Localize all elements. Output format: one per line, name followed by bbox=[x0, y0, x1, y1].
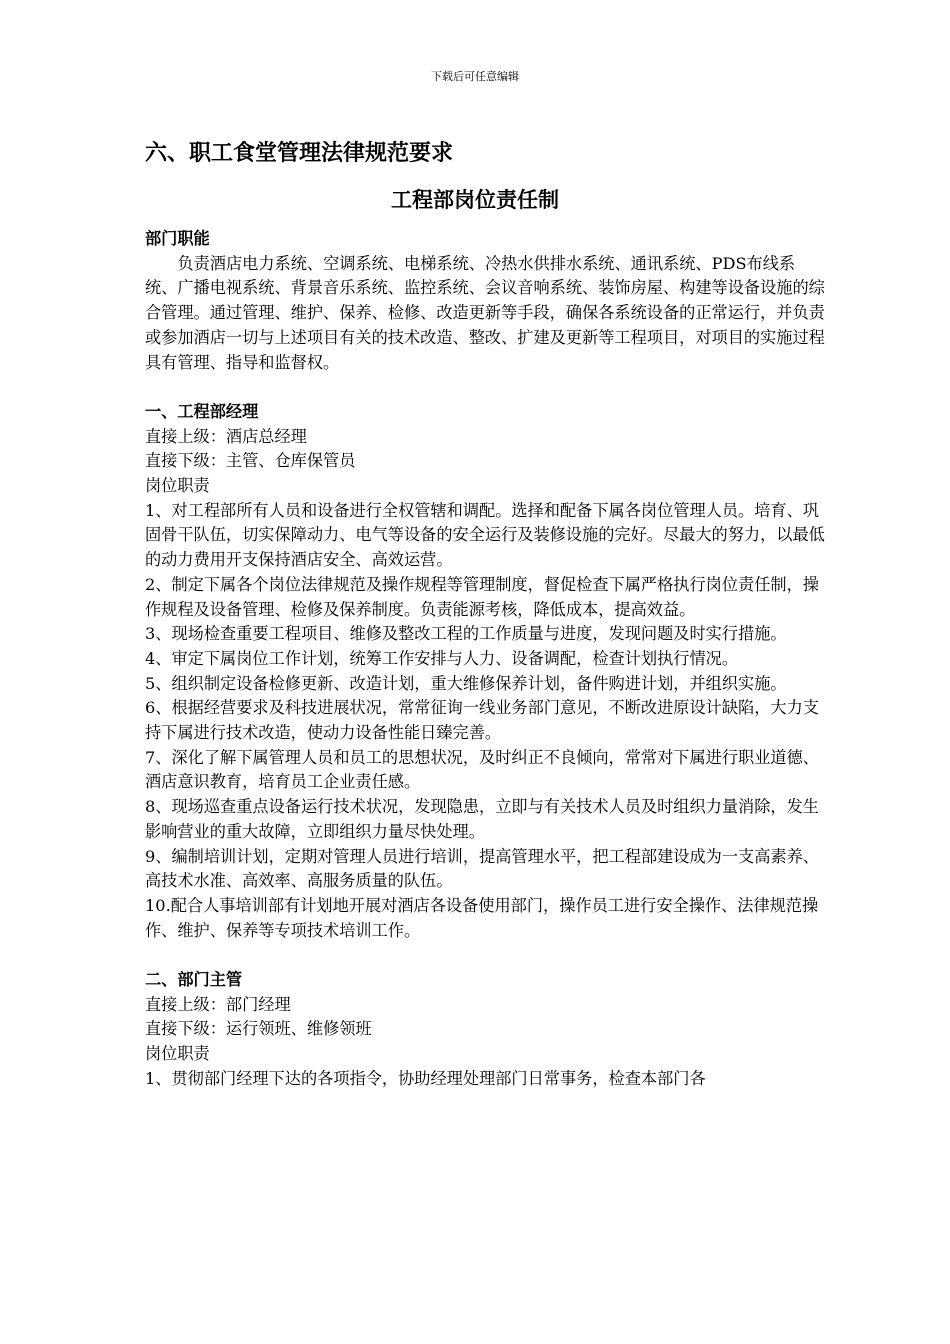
department-function-heading: 部门职能 bbox=[145, 229, 210, 248]
manager-duty-item: 2、制定下属各个岗位法律规范及操作规程等管理制度，督促检查下属严格执行岗位责任制，操作规程及设备管理、检修及保养制度。负责能源考核，降低成本，提高效益。 bbox=[145, 574, 819, 619]
manager-duty-item: 3、现场检查重要工程项目、维修及整改工程的工作质量与进度，发现问题及时实行措施。 bbox=[145, 624, 787, 644]
document-title: 工程部岗位责任制 bbox=[391, 187, 559, 212]
manager-duty-item: 7、深化了解下属管理人员和员工的思想状况，及时纠正不良倾向，常常对下属进行职业道德、酒店意识教育，培育员工企业责任感。 bbox=[145, 747, 819, 792]
manager-duty-item: 4、审定下属岗位工作计划，统筹工作安排与人力、设备调配，检查计划执行情况。 bbox=[145, 648, 739, 668]
manager-duty-item: 10.配合人事培训部有计划地开展对酒店各设备使用部门，操作员工进行安全操作、法律规范操作、维护、保养等专项技术培训工作。 bbox=[145, 895, 819, 940]
paragraph-spacer bbox=[145, 375, 825, 400]
supervisor-direct-subordinate: 直接下级：运行领班、维修领班 bbox=[145, 1019, 372, 1039]
manager-duty-item: 5、组织制定设备检修更新、改造计划，重大维修保养计划，备件购进计划，并组织实施。 bbox=[145, 673, 787, 693]
paragraph-spacer bbox=[145, 943, 825, 968]
chapter-title: 六、职工食堂管理法律规范要求 bbox=[145, 140, 454, 166]
manager-duty-item: 1、对工程部所有人员和设备进行全权管辖和调配。选择和配备下属各岗位管理人员。培育、巩固骨干队伍，切实保障动力、电气等设备的安全运行及装修设施的完好。尽最大的努力，以最低的动力费用开支保持酒店安全、高效运营。 bbox=[145, 500, 825, 570]
manager-duty-item: 9、编制培训计划，定期对管理人员进行培训，提高管理水平，把工程部建设成为一支高素养、高技术水准、高效率、高服务质量的队伍。 bbox=[145, 846, 819, 891]
manager-duty-item: 6、根据经营要求及科技进展状况，常常征询一线业务部门意见，不断改进原设计缺陷，大力支持下属进行技术改造，使动力设备性能日臻完善。 bbox=[145, 698, 819, 743]
supervisor-direct-superior: 直接上级：部门经理 bbox=[145, 994, 291, 1014]
supervisor-section-heading: 二、部门主管 bbox=[145, 970, 243, 990]
manager-direct-subordinate: 直接下级：主管、仓库保管员 bbox=[145, 451, 356, 471]
manager-duties-label: 岗位职责 bbox=[145, 476, 210, 496]
supervisor-duties-label: 岗位职责 bbox=[145, 1044, 210, 1064]
manager-section-heading: 一、工程部经理 bbox=[145, 401, 259, 421]
manager-direct-superior: 直接上级：酒店总经理 bbox=[145, 426, 307, 446]
supervisor-duty-item: 1、贯彻部门经理下达的各项指令，协助经理处理部门日常事务，检查本部门各 bbox=[145, 1068, 706, 1088]
page-header-note: 下载后可任意编辑 bbox=[431, 70, 519, 83]
manager-duty-item: 8、现场巡查重点设备运行技术状况，发现隐患，立即与有关技术人员及时组织力量消除，发生影响营业的重大故障，立即组织力量尽快处理。 bbox=[145, 797, 819, 841]
department-function-text: 负责酒店电力系统、空调系统、电梯系统、冷热水供排水系统、通讯系统、PDS布线系统、广播电视系统、背景音乐系统、监控系统、会议音响系统、装饰房屋、构建等设备设施的综合管理。通过管理、维护、保养、检修、改造更新等手段，确保各系统设备的正常运行，并负责或参加酒店一切与上述项目有关的技术改造、整改、扩建及更新等工程项目，对项目的实施过程具有管理、指导和监督权。 bbox=[145, 253, 825, 372]
document-body bbox=[145, 227, 825, 1092]
